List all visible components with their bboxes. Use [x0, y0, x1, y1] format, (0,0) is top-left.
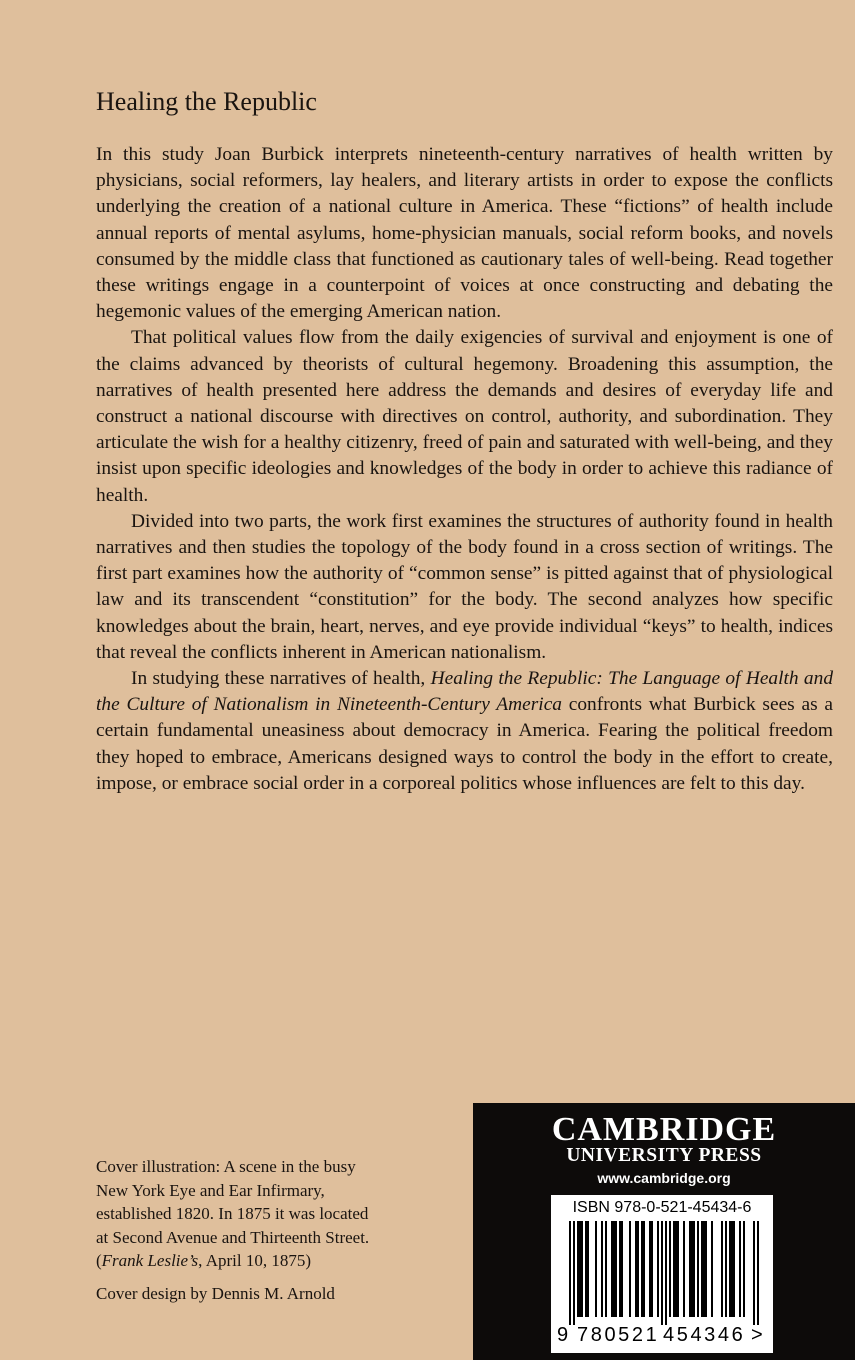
- barcode-guard-bar: [665, 1221, 667, 1325]
- blurb-paragraph-4: [96, 666, 833, 797]
- barcode-bar: [621, 1221, 623, 1317]
- barcode-bar: [619, 1221, 621, 1317]
- publisher-panel: [473, 1103, 855, 1360]
- barcode-bar: [615, 1221, 617, 1317]
- caption-line: New York Eye and Ear Infirmary,: [96, 1180, 325, 1200]
- barcode-bar: [577, 1221, 579, 1317]
- isbn-label: ISBN 978-0-521-45434-6: [572, 1199, 752, 1216]
- barcode-bar: [605, 1221, 607, 1317]
- barcode-bar: [683, 1221, 685, 1317]
- barcode-bar: [693, 1221, 695, 1317]
- barcode-bar: [743, 1221, 745, 1317]
- barcode-bar: [675, 1221, 677, 1317]
- barcode-bar: [581, 1221, 583, 1317]
- barcode-bar: [711, 1221, 713, 1317]
- barcode-bar: [637, 1221, 639, 1317]
- barcode-bar: [697, 1221, 699, 1317]
- barcode-bar: [649, 1221, 651, 1317]
- caption-source-date: , April 10, 1875): [198, 1251, 312, 1270]
- caption-open-paren: (: [96, 1251, 102, 1270]
- barcode-bar: [635, 1221, 637, 1317]
- book-title: Healing the Republic: [96, 87, 317, 116]
- barcode-bar: [691, 1221, 693, 1317]
- publisher-name: CAMBRIDGE: [551, 1111, 777, 1148]
- book-full-title: Healing the Republic: The Language of Health and the Culture of Nationalism in Nineteenth-Century America: [96, 668, 834, 716]
- barcode-bar: [669, 1221, 671, 1317]
- blurb-paragraph-2: That political values flow from the daily exigencies of survival and enjoyment is one of the claims advanced by theorists of cultural hegemony. Broadening this assumption, the narratives of health presented here address the demands and desires of everyday life and construct a national discourse with directives on control, authority, and subordination. They articulate the wish for a healthy citizenry, freed of pain and saturated with well-being, and they insist upon specific ideologies and knowledges of the body in order to achieve this radiance of health.: [96, 327, 833, 506]
- blurb-paragraph-1: In this study Joan Burbick interprets nineteenth-century narratives of health written by physicians, social reformers, lay healers, and literary artists in order to expose the conflicts underlying the creation of a national culture in America. These “fictions” of health include annual reports of mental asylums, home-physician manuals, social reform books, and novels consumed by the middle class that functioned as cautionary tales of well-being. Read together these writings engage in a counterpoint of voices at once constructing and debating the hegemonic values of the emerging American nation.: [96, 144, 833, 323]
- barcode-bar: [721, 1221, 723, 1317]
- barcode-bar: [641, 1221, 643, 1317]
- barcode-bar: [629, 1221, 631, 1317]
- barcode-bar: [689, 1221, 691, 1317]
- caption-source-line: [96, 1249, 456, 1273]
- barcode-bar: [587, 1221, 589, 1317]
- barcode-bar: [651, 1221, 653, 1317]
- barcode-guard-bar: [757, 1221, 759, 1325]
- barcode-guard-bar: [753, 1221, 755, 1325]
- barcode-bar: [729, 1221, 731, 1317]
- caption-line: established 1820. In 1875 it was located: [96, 1204, 369, 1223]
- barcode-bar: [733, 1221, 735, 1317]
- barcode-bar: [731, 1221, 733, 1317]
- publisher-url: www.cambridge.org: [597, 1170, 731, 1186]
- barcode-bar: [595, 1221, 597, 1317]
- barcode-bar: [677, 1221, 679, 1317]
- barcode-bar: [657, 1221, 659, 1317]
- ean-quiet-mark: >: [751, 1324, 763, 1346]
- barcode-bar: [725, 1221, 727, 1317]
- barcode-bar: [613, 1221, 615, 1317]
- barcode-bar: [739, 1221, 741, 1317]
- barcode-bar: [643, 1221, 645, 1317]
- barcode-bar: [585, 1221, 587, 1317]
- paragraph-4-lead: In studying these narratives of health,: [131, 668, 431, 690]
- blurb: [96, 142, 833, 797]
- paragraph-4-rest: confronts what Burbick sees as a certain fundamental uneasiness about democracy in America. Fearing the political freedom they hoped to embrace, Americans designed ways to control the body in the effort to create, impose, or embrace social order in a corporeal politics whose influences are felt to this day.: [96, 694, 833, 794]
- barcode-bars: [555, 1221, 769, 1325]
- barcode-bar: [579, 1221, 581, 1317]
- caption-line: Cover illustration: A scene in the busy: [96, 1157, 356, 1176]
- barcode-guard-bar: [573, 1221, 575, 1325]
- barcode-bar: [673, 1221, 675, 1317]
- cover-design-credit: Cover design by Dennis M. Arnold: [96, 1284, 335, 1303]
- caption-source-title: Frank Leslie’s: [101, 1251, 199, 1270]
- barcode-bar: [705, 1221, 707, 1317]
- ean-lead-digit: 9: [557, 1324, 569, 1346]
- ean-right-group: 454346: [663, 1324, 746, 1346]
- barcode-bar: [601, 1221, 603, 1317]
- barcode-bar: [703, 1221, 705, 1317]
- cover-illustration-caption: [96, 1155, 456, 1273]
- barcode-guard-bar: [661, 1221, 663, 1325]
- publisher-press: UNIVERSITY PRESS: [566, 1145, 762, 1166]
- isbn-barcode: [551, 1195, 773, 1353]
- caption-line: at Second Avenue and Thirteenth Street.: [96, 1227, 370, 1247]
- barcode-bar: [611, 1221, 613, 1317]
- ean-left-group: 780521: [577, 1324, 660, 1346]
- barcode-bar: [701, 1221, 703, 1317]
- barcode-guard-bar: [569, 1221, 571, 1325]
- blurb-paragraph-3: Divided into two parts, the work first examines the structures of authority found in health narratives and then studies the topology of the body found in a cross section of writings. The first part examines how the authority of “common sense” is pitted against that of physiological law and its transcendent “constitution” for the body. The second analyzes how specific knowledges about the brain, heart, nerves, and eye provide individual “keys” to health, indices that reveal the conflicts inherent in American nationalism.: [96, 510, 833, 663]
